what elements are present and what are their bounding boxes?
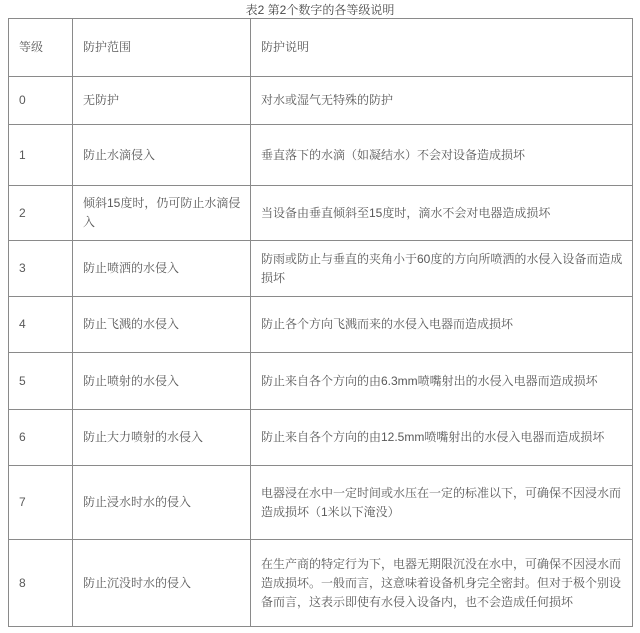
table-title: 表2 第2个数字的各等级说明 xyxy=(245,3,395,17)
table-row xyxy=(9,466,633,540)
cell-level: 3 xyxy=(9,241,73,297)
cell-level: 0 xyxy=(9,77,73,125)
column-header-description: 防护说明 xyxy=(251,19,633,77)
cell-description: 防雨或防止与垂直的夹角小于60度的方向所喷洒的水侵入设备而造成损坏 xyxy=(251,241,633,297)
ip-rating-table xyxy=(8,18,633,627)
cell-level: 1 xyxy=(9,125,73,186)
cell-level: 4 xyxy=(9,297,73,353)
table-row xyxy=(9,77,633,125)
table-header-row xyxy=(9,19,633,77)
cell-scope: 防止飞溅的水侵入 xyxy=(73,297,251,353)
cell-level: 8 xyxy=(9,540,73,627)
cell-description: 防止来自各个方向的由6.3mm喷嘴射出的水侵入电器而造成损坏 xyxy=(251,353,633,410)
cell-scope: 倾斜15度时，仍可防止水滴侵入 xyxy=(73,186,251,241)
table-row xyxy=(9,297,633,353)
cell-description: 当设备由垂直倾斜至15度时，滴水不会对电器造成损坏 xyxy=(251,186,633,241)
cell-scope: 防止大力喷射的水侵入 xyxy=(73,410,251,466)
table-row xyxy=(9,353,633,410)
cell-description: 垂直落下的水滴（如凝结水）不会对设备造成损坏 xyxy=(251,125,633,186)
cell-description: 对水或湿气无特殊的防护 xyxy=(251,77,633,125)
cell-level: 2 xyxy=(9,186,73,241)
cell-description: 防止来自各个方向的由12.5mm喷嘴射出的水侵入电器而造成损坏 xyxy=(251,410,633,466)
table-row xyxy=(9,540,633,627)
cell-level: 7 xyxy=(9,466,73,540)
table-row xyxy=(9,241,633,297)
column-header-level: 等级 xyxy=(9,19,73,77)
cell-scope: 防止喷射的水侵入 xyxy=(73,353,251,410)
cell-scope: 防止沉没时水的侵入 xyxy=(73,540,251,627)
cell-scope: 防止浸水时水的侵入 xyxy=(73,466,251,540)
table-row xyxy=(9,125,633,186)
cell-level: 6 xyxy=(9,410,73,466)
cell-description: 电器浸在水中一定时间或水压在一定的标准以下，可确保不因浸水而造成损坏（1米以下淹没） xyxy=(251,466,633,540)
cell-scope: 防止喷洒的水侵入 xyxy=(73,241,251,297)
cell-scope: 防止水滴侵入 xyxy=(73,125,251,186)
table-row xyxy=(9,410,633,466)
table-row xyxy=(9,186,633,241)
cell-scope: 无防护 xyxy=(73,77,251,125)
cell-description: 在生产商的特定行为下，电器无期限沉没在水中，可确保不因浸水而造成损坏。一般而言，这意味着设备机身完全密封。但对于极个别设备而言，这表示即使有水侵入设备内，也不会造成任何损坏 xyxy=(251,540,633,627)
cell-description: 防止各个方向飞溅而来的水侵入电器而造成损坏 xyxy=(251,297,633,353)
cell-level: 5 xyxy=(9,353,73,410)
column-header-scope: 防护范围 xyxy=(73,19,251,77)
